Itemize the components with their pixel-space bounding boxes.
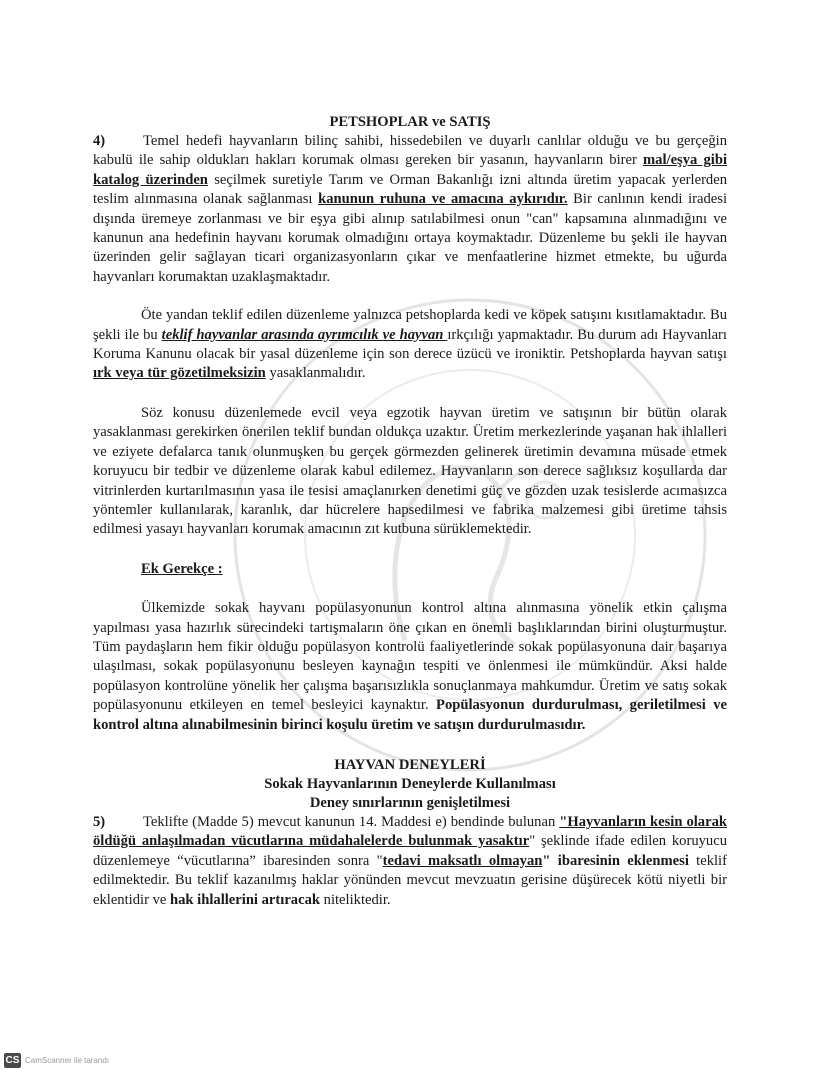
section-title-animal-testing: HAYVAN DENEYLERİ [334, 756, 486, 773]
section-title-petshops: PETSHOPLAR ve SATIŞ [329, 114, 491, 130]
scanner-footer [4, 1053, 109, 1068]
emphasis-text: kanunun ruhuna ve amacına aykırıdır. [318, 191, 568, 208]
camscanner-logo-icon: CS [5, 1055, 20, 1066]
section-subtitle: Sokak Hayvanlarının Deneylerde Kullanılması [264, 775, 556, 792]
item-number: 5) [93, 813, 106, 830]
paragraph-4: 4) Temel hedefi hayvanların bilinç sahibi, hissedebilen ve duyarlı canlılar olduğu ve bu gerçeğin kabulü ile sahip oldukları hakları korumak olması gereken bir yasanın, hayvanların birer mal/eşya gibi katalog üzerinden seçilmek suretiyle Tarım ve Orman Bakanlığı izni altında üretim yapacak yerlerden teslim alınmasına olanak sağlanması kanunun ruhuna ve amacına aykırıdır. Bir canlının kendi iradesi dışında üremeye zorlanması ve bir eşya gibi alınıp satılabilmesi onun "can" kapsamına alınmadığını ve kanunun ana hedefinin hayvanı korumak olmadığını ortaya koymaktadır. Düzenleme bu şekli ile hayvan üzerinden gelir sağlayan ticari organizasyonların çıkar ve menfaatlerine hizmet etmekte, bu uğurda hayvanları korumaktan uzaklaşmaktadır. [93, 133, 728, 285]
emphasis-text: mal/eşya gibi katalog üzerinden [93, 152, 728, 188]
emphasis-text: "Hayvanların kesin olarak öldüğü anlaşılmadan vücutlarına müdahalelerde bulunmak yasaktır [93, 813, 727, 850]
emphasis-text: ırk veya tür gözetilmeksizin [93, 365, 266, 382]
ek-gerekce-heading: Ek Gerekçe : [141, 560, 223, 577]
section-subtitle: Deney sınırlarının genişletilmesi [309, 794, 511, 811]
paragraph-population-control: Ülkemizde sokak hayvanı popülasyonunun kontrol altına alınmasına yönelik etkin çalışma yapılması yasa hazırlık sürecindeki tartışmaların öne çıkan en önemli başlıklarından birini oluşturmuştur. Tüm paydaşların hem fikir olduğu popülasyon kontrolü faaliyetlerinde sokak popülasyonuna dair başarıya ulaşılması, sokak popülasyonunu besleyen kaynağın tespiti ve önlenmesi ile mümkündür. Aksi halde popülasyon kontrolüne yönelik her çalışma başarısızlıkla sonuçlanmaya mahkumdur. Üretim ve satış sokak popülasyonunu etkileyen en temel besleyici kaynaktır. Popülasyonun durdurulması, geriletilmesi ve kontrol altına alınabilmesinin birinci koşulu üretim ve satışın durdurulmasıdır. [93, 600, 727, 733]
paragraph-petshop-restriction: Öte yandan teklif edilen düzenleme yalnızca petshoplarda kedi ve köpek satışını kısıtlamaktadır. Bu şekli ile bu teklif hayvanlar arasında ayrımcılık ve hayvan ırkçılığı yapmaktadır. Bu durum adı Hayvanları Koruma Kanunu olacak bir yasal düzenleme için son derece üzücü ve ironiktir. Petshoplarda hayvan satışı ırk veya tür gözetilmeksizin yasaklanmalıdır. [93, 307, 727, 382]
emphasis-text: tedavi maksatlı olmayan [382, 852, 543, 869]
paragraph-production-ban: Söz konusu düzenlemede evcil veya egzotik hayvan üretim ve satışının bir bütün olarak yasaklanması gerekirken önerilen teklif bundan oldukça uzaktır. Üretim merkezlerinde yaşanan hak ihlalleri ve eziyete defalarca tanık olunmuşken bu gerçek görmezden gelinerek üretimin devamına müsade etmek koruyucu bir tedbir ve düzenleme olarak kabul edilemez. Hayvanların son derece sağlıksız koşullarda dar vitrinlerden kurtarılmasının yasa ile tesisi amaçlanırken denetimi güç ve gözden uzak tesislerde acımasızca yöntemler kullanılarak, karanlık, dar hücrelere hapsedilmesi ve fabrika malzemesi gibi üretime tahsis edilmesi yasayı hayvanları korumak amacının zıt kutbuna sürüklemektedir. [93, 404, 727, 538]
emphasis-text: hak ihlallerini artıracak [170, 891, 320, 908]
paragraph-5: 5) Teklifte (Madde 5) mevcut kanunun 14. Maddesi e) bendinde bulunan "Hayvanların kesin olarak öldüğü anlaşılmadan vücutlarına müdahalelerde bulunmak yasaktır" şeklinde ifade edilen koruyucu düzenlemeye “vücutlarına” ibaresinden sonra "tedavi maksatlı olmayan" ibaresinin eklenmesi teklif edilmektedir. Bu teklif kazanılmış haklar yönünden mevcut mevzuatın gerisine düşürecek kötü niyetli bir eklentidir ve hak ihlallerini artıracak niteliktedir. [93, 813, 727, 908]
emphasis-text: teklif hayvanlar arasında ayrımcılık ve hayvan [161, 326, 448, 343]
document-body [93, 113, 727, 910]
emphasis-text: Popülasyonun durdurulması, geriletilmesi ve kontrol altına alınabilmesinin birinci koşulu üretim ve satışın durdurulmasıdır. [93, 697, 727, 733]
item-number: 4) [93, 133, 106, 149]
scanner-caption: CamScanner ile tarandı [25, 1056, 110, 1065]
emphasis-text: ibaresinin eklenmesi [557, 852, 689, 869]
